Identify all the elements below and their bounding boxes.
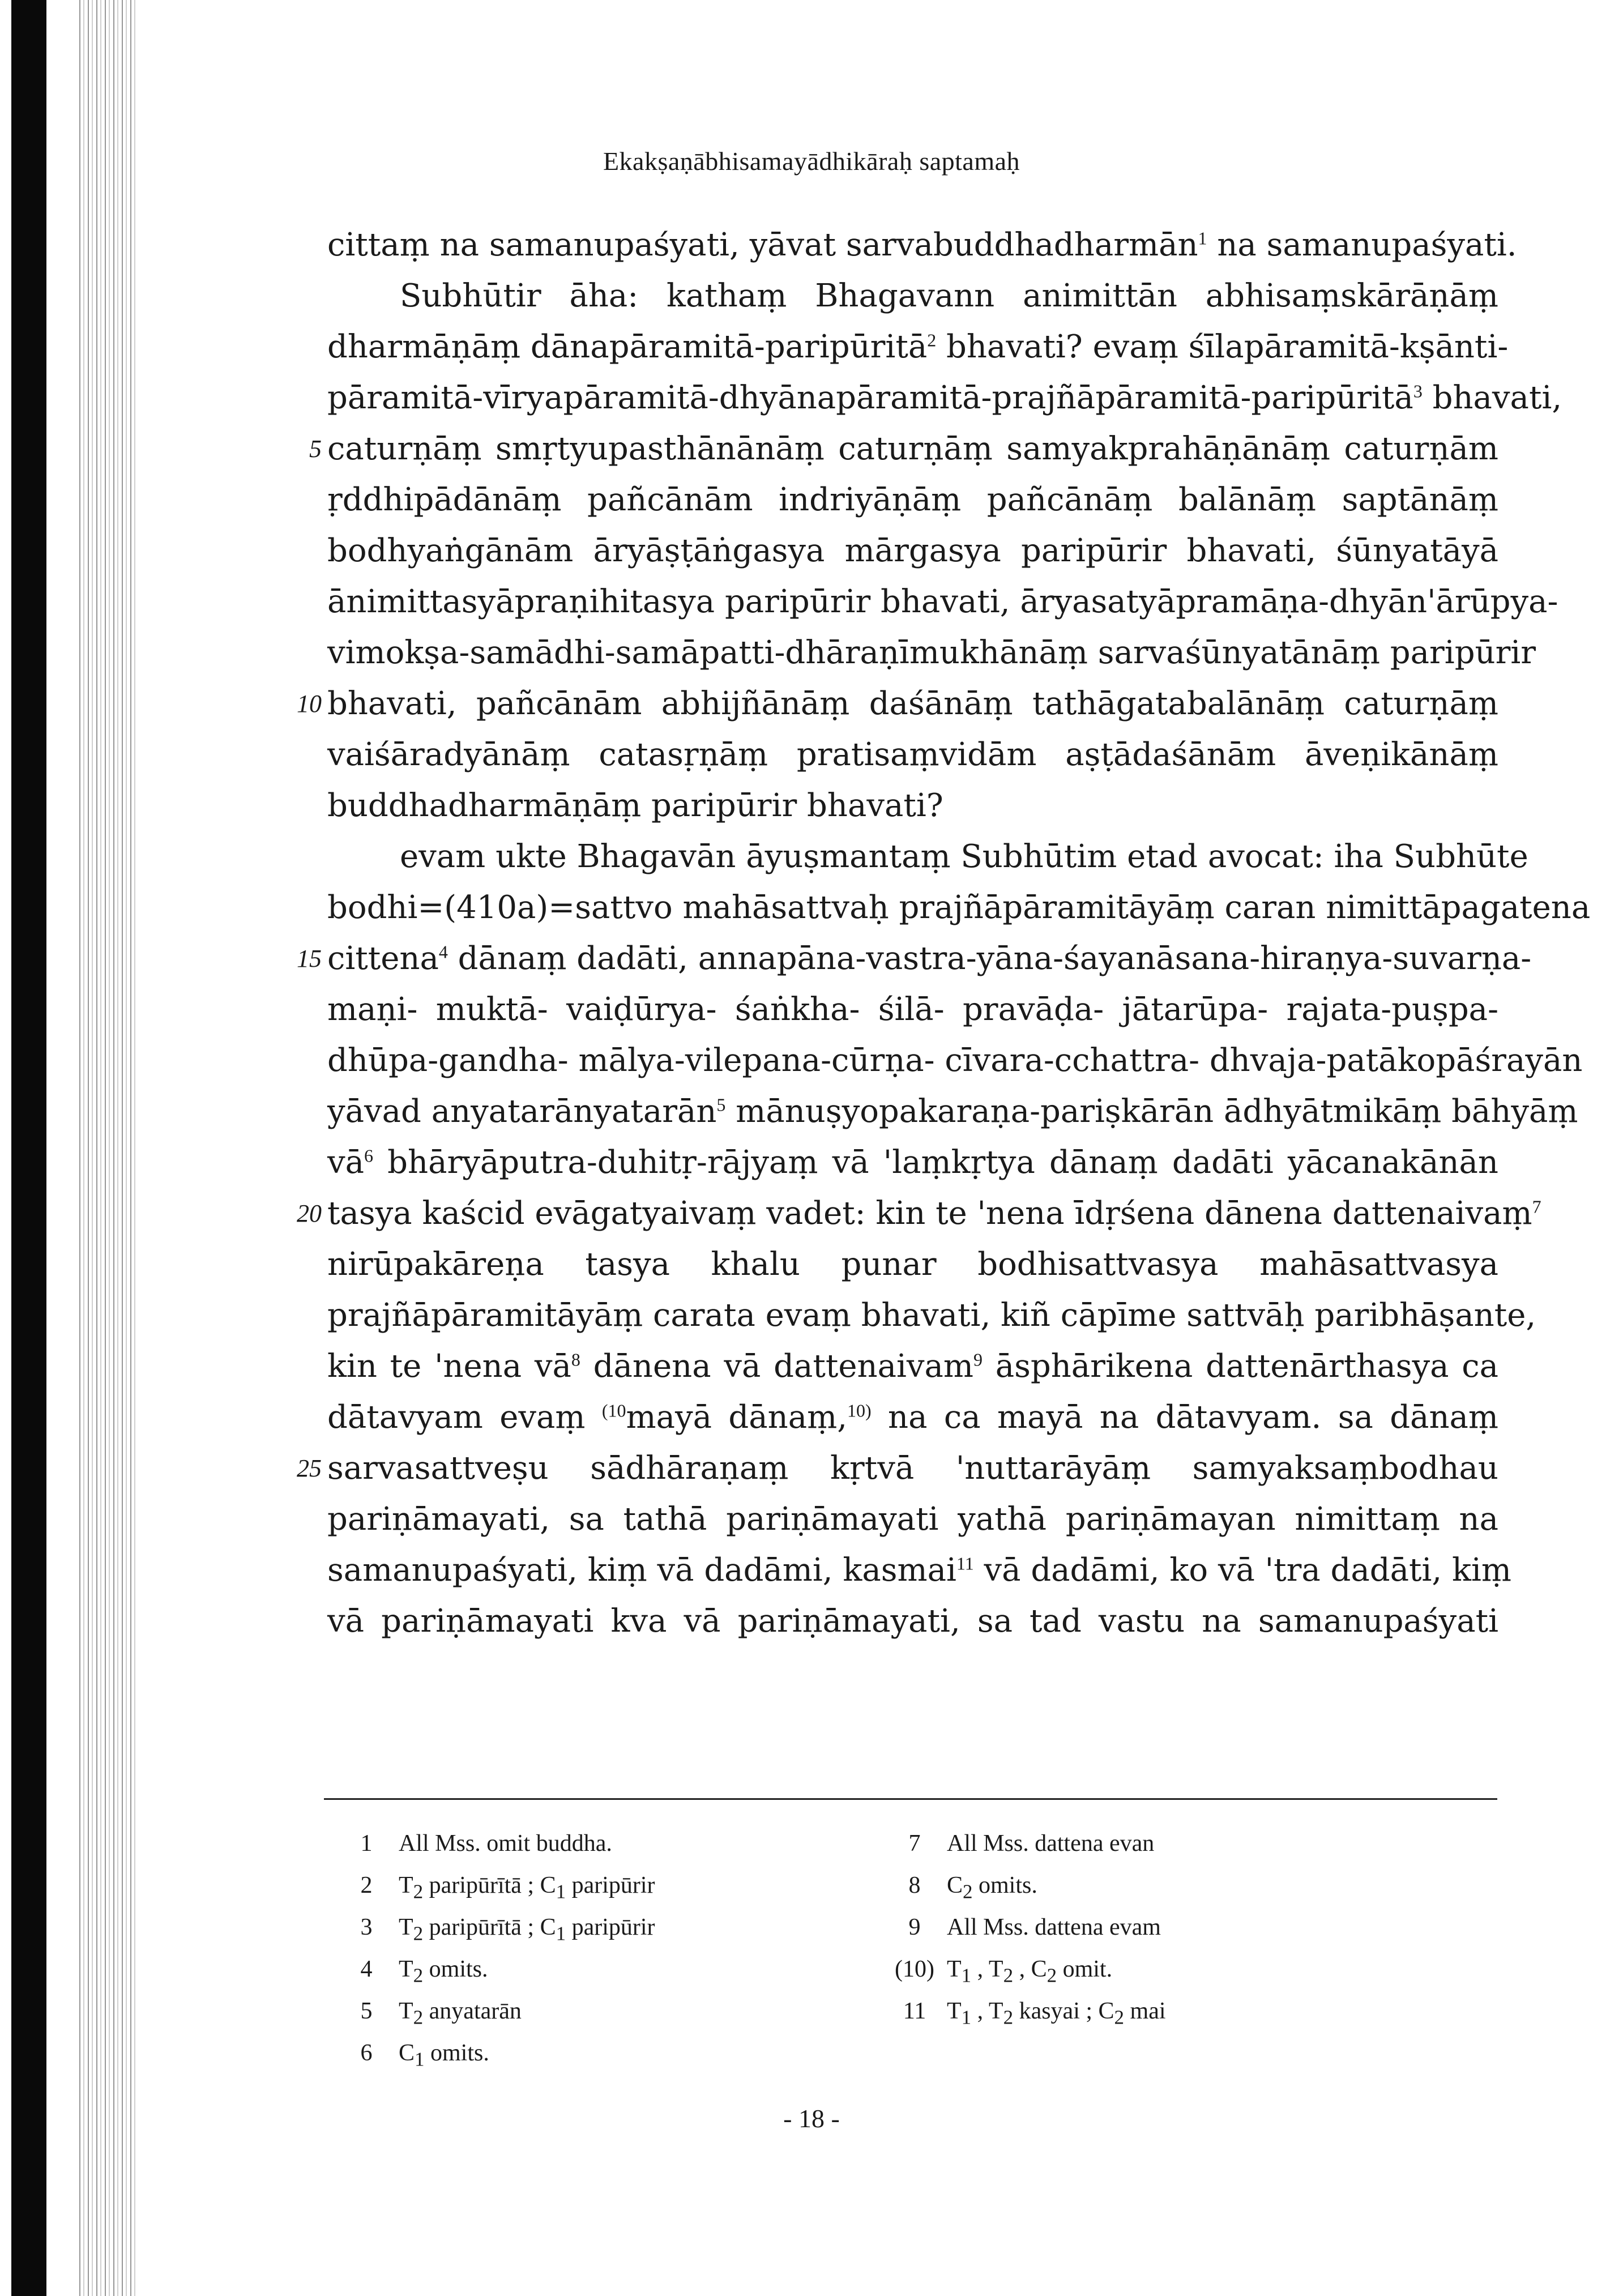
text-line: caturṇāṃ smṛtyupasthānānāṃ caturṇāṃ samyakprahāṇānāṃ caturṇām — [327, 430, 1498, 467]
footnote — [347, 2032, 856, 2074]
line-number: 25 — [297, 1454, 322, 1482]
text-line: $vā^6$ bhāryāputra-duhitṛ-rājyaṃ vā 'laṃkṛtya dānaṃ dadāti yācanakānān — [327, 1144, 1498, 1181]
text-line: yāvad anyatarānyatarān$^5$ mānuṣyopakaraṇa-pariṣkārān ādhyātmikāṃ bāhyāṃ — [327, 1093, 1578, 1130]
footnote-number: 7 — [908, 1830, 921, 1857]
page-number: - 18 - — [783, 2104, 840, 2133]
footnote — [895, 1864, 1404, 1906]
footnote-number: 4 — [360, 1956, 373, 1982]
text-line: ānimittasyāpraṇihitasya paripūrir bhavati, āryasatyāpramāṇa-dhyān'ārūpya- — [327, 583, 1558, 620]
line-number: 20 — [297, 1200, 322, 1227]
text-line: dharmāṇāṃ dānapāramitā-paripūritā$^2$ bhavati? evaṃ śīlapāramitā-kṣānti- — [327, 328, 1509, 365]
footnotes-left-column — [347, 1823, 856, 2074]
scan-binding-edge — [11, 0, 46, 2296]
footnote-number: 9 — [908, 1914, 921, 1940]
footnote — [347, 1823, 856, 1864]
text-line: prajñāpāramitāyāṃ carata evaṃ bhavati, kiñ cāpīme sattvāḥ paribhāṣante, — [327, 1297, 1536, 1334]
text-line: pariṇāmayati, sa tathā pariṇāmayati yathā pariṇāmayan nimittaṃ na — [327, 1501, 1498, 1538]
footnote-rule — [324, 1798, 1497, 1800]
text-line: Subhūtir āha: kathaṃ Bhagavann animittān abhisaṃskārāṇāṃ — [400, 278, 1498, 314]
footnote — [895, 1823, 1404, 1864]
text-line: dhūpa-gandha- mālya-vilepana-cūrṇa- cīvara-cchattra- dhvaja-patākopāśrayān — [327, 1042, 1583, 1079]
footnote-number: 8 — [908, 1872, 921, 1898]
footnote-number: 5 — [360, 1998, 373, 2024]
footnote-number: 11 — [903, 1998, 926, 2024]
text-line: vā pariṇāmayati kva vā pariṇāmayati, sa tad vastu na samanupaśyati — [327, 1603, 1498, 1640]
footnote-text: All Mss. dattena evan — [947, 1830, 1155, 1857]
footnote — [347, 1864, 856, 1906]
text-line: vimokṣa-samādhi-samāpatti-dhāraṇīmukhānāṃ sarvaśūnyatānāṃ paripūrir — [327, 634, 1536, 671]
footnote-text: $T_2$ paripūrītā ; $C_1$ paripūrir — [399, 1872, 655, 1903]
text-line: maṇi- muktā- vaiḍūrya- śaṅkha- śilā- pravāḍa- jātarūpa- rajata-puṣpa- — [327, 991, 1498, 1028]
footnote-number: (10) — [895, 1956, 934, 1982]
footnote-number: 3 — [360, 1914, 373, 1940]
footnote-text: $C_1$ omits. — [399, 2040, 489, 2071]
text-line: bhavati, pañcānām abhijñānāṃ daśānāṃ tathāgatabalānāṃ caturṇāṃ — [327, 685, 1498, 722]
footnote-text: $T_2$ omits. — [399, 1956, 488, 1987]
text-line: vaiśāradyānāṃ catasṛṇāṃ pratisaṃvidām aṣṭādaśānām āveṇikānāṃ — [327, 736, 1498, 773]
running-title: Ekakṣaṇābhisamayādhikāraḥ saptamaḥ — [603, 147, 1020, 176]
text-line: tasya kaścid evāgatyaivaṃ vadet: kin te 'nena īdṛśena dānena dattenaivaṃ$^7$ — [327, 1195, 1541, 1232]
footnote-text: $C_2$ omits. — [947, 1872, 1037, 1903]
footnote-number: 6 — [360, 2040, 373, 2066]
text-line: cittena$^4$ dānaṃ dadāti, annapāna-vastra-yāna-śayanāsana-hiraṇya-suvarṇa- — [327, 940, 1532, 977]
text-line: evam ukte Bhagavān āyuṣmantaṃ Subhūtim etad avocat: iha Subhūte — [400, 838, 1528, 875]
text-line: samanupaśyati, kiṃ vā dadāmi, kasmai$^{11}$ vā dadāmi, ko vā 'tra dadāti, kiṃ — [327, 1552, 1511, 1589]
footnote-text: $T_2$ anyatarān — [399, 1998, 522, 2029]
footnote — [895, 1990, 1404, 2032]
footnote-number: 1 — [360, 1830, 373, 1857]
scan-gutter-shadow — [79, 0, 139, 2296]
line-number: 10 — [297, 690, 322, 718]
footnote-text: All Mss. omit buddha. — [399, 1830, 612, 1857]
footnote — [347, 1906, 856, 1948]
footnote — [347, 1948, 856, 1990]
text-line: nirūpakāreṇa tasya khalu punar bodhisattvasya mahāsattvasya — [327, 1246, 1498, 1283]
footnote — [895, 1948, 1404, 1990]
text-line: bodhyaṅgānām āryāṣṭāṅgasya mārgasya paripūrir bhavati, śūnyatāyā — [327, 532, 1498, 569]
text-line: dātavyam evaṃ $^{(10}$mayā dānaṃ,$^{10)}$ na ca mayā na dātavyam. sa dānaṃ — [327, 1399, 1498, 1436]
footnote-number: 2 — [360, 1872, 373, 1898]
line-number: 5 — [309, 435, 322, 463]
footnote-text: $T_1$ , $T_2$ , $C_2$ omit. — [947, 1956, 1113, 1987]
footnote-text: All Mss. dattena evam — [947, 1914, 1161, 1940]
line-number: 15 — [297, 945, 322, 972]
text-line: buddhadharmāṇāṃ paripūrir bhavati? — [327, 787, 943, 824]
text-line: kin te 'nena $vā^8$ dānena vā dattenaivam$^9$ āsphārikena dattenārthasya ca — [327, 1348, 1498, 1385]
text-line: sarvasattveṣu sādhāraṇaṃ kṛtvā 'nuttarāyāṃ samyaksaṃbodhau — [327, 1450, 1498, 1487]
text-line: pāramitā-vīryapāramitā-dhyānapāramitā-prajñāpāramitā-paripūritā$^3$ bhavati, — [327, 379, 1562, 416]
text-line: cittaṃ na samanupaśyati, yāvat sarvabuddhadharmān$^1$ na samanupaśyati. — [327, 227, 1517, 263]
footnote — [895, 1906, 1404, 1948]
footnotes-right-column — [895, 1823, 1404, 2032]
footnote — [347, 1990, 856, 2032]
text-line: bodhi=(410a)=sattvo mahāsattvaḥ prajñāpāramitāyāṃ caran nimittāpagatena — [327, 889, 1591, 926]
footnote-text: $T_2$ paripūrītā ; $C_1$ paripūrir — [399, 1914, 655, 1945]
text-line: ṛddhipādānāṃ pañcānām indriyāṇāṃ pañcānāṃ balānāṃ saptānāṃ — [327, 481, 1498, 518]
footnote-text: $T_1$ , $T_2$ kasyai ; $C_2$ mai — [947, 1998, 1166, 2029]
